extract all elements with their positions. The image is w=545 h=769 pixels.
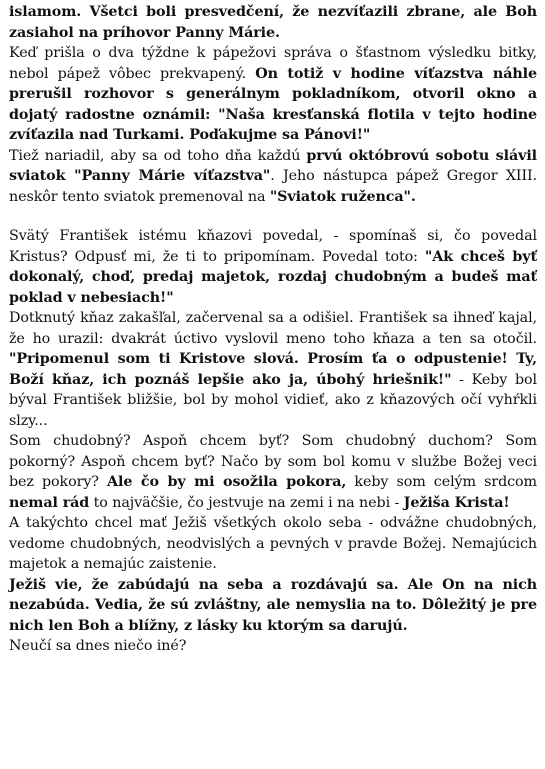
paragraph (9, 226, 537, 308)
paragraph (9, 575, 537, 637)
bold-text-segment: On totiž v hodine víťazstva náhle prerušil rozhovor s generálnym pokladníkom, otvoril okno a dojatý radostne oznámil: "Naša kresťanská flotila v tejto hodine zvíťazila nad Turkami. Poďakujme sa Pánovi!" (9, 65, 537, 143)
paragraph (9, 513, 537, 575)
bold-text-segment: nemal rád (9, 494, 90, 511)
text-segment: A takýchto chcel mať Ježiš všetkých okolo seba - odvážne chudobných, vedome chudobných, neodvislých a pevných v pravde Božej. Nemajúcich majetok a nemajúc zaistenie. (9, 515, 537, 572)
paragraph (9, 43, 537, 146)
text-segment: Keď prišla o dva týždne k pápežovi správa o šťastnom výsledku bitky, nebol pápež vôbec prekvapený. (9, 45, 537, 82)
text-segment: . Jeho nástupca pápež Gregor XIII. neskôr tento sviatok premenoval na (9, 168, 537, 205)
bold-text-segment: "Ak chceš byť dokonalý, choď, predaj majetok, rozdaj chudobným a budeš mať poklad v nebesiach!" (9, 248, 537, 306)
paragraph (9, 146, 537, 208)
text-segment: - Keby bol býval František bližšie, bol by mohol vidieť, ako z kňazových očí vyhŕkli slzy... (9, 371, 537, 429)
bold-text-segment: prvú októbrovú sobotu slávil sviatok "Panny Márie víťazstva" (9, 147, 537, 184)
paragraph-gap (9, 207, 537, 226)
bold-text-segment: "Sviatok ruženca". (269, 188, 416, 205)
paragraph (9, 431, 537, 513)
text-segment: to najväčšie, čo jestvuje na zemi i na nebi - (89, 494, 404, 511)
text-segment: Neučí sa dnes niečo iné? (9, 638, 187, 654)
text-segment: Svätý František istému kňazovi povedal, - spomínaš si, čo povedal Kristus? Odpusť mi, že ti to pripomínam. Povedal toto: (9, 228, 537, 265)
bold-text-segment: "Pripomenul som ti Kristove slová. Prosím ťa o odpustenie! Ty, Boží kňaz, ich poznáš lepšie ako ja, úbohý hriešnik!" (9, 351, 537, 388)
paragraph (9, 2, 537, 43)
text-segment: Som chudobný? Aspoň chcem byť? Som chudobný duchom? Som pokorný? Aspoň chcem byť? Načo by som bol komu v službe Božej veci bez pokory? (9, 433, 537, 490)
bold-text-segment: Ale čo by mi osožila pokora, (107, 474, 347, 490)
paragraph (9, 636, 537, 657)
bold-text-segment: Ježiš vie, že zabúdajú na seba a rozdávajú sa. Ale On na nich nezabúda. Vedia, že sú zvláštny, ale nemyslia na to. Dôležitý je pre nich len Boh a blížny, z lásky ku ktorým sa darujú. (9, 576, 537, 634)
text-segment: Dotknutý kňaz zakašľal, začervenal sa a odišiel. František sa ihneď kajal, že ho urazil: dvakrát úctivo vyslovil meno toho kňaza a ten sa otočil. (9, 310, 537, 347)
paragraph (9, 308, 537, 431)
bold-text-segment: islamom. Všetci boli presvedčení, že nezvíťazili zbrane, ale Boh zasiahol na príhovor Panny Márie. (9, 4, 537, 41)
text-segment: keby som celým srdcom (346, 474, 537, 490)
bold-text-segment: Ježiša Krista! (403, 494, 510, 511)
text-segment: Tiež nariadil, aby sa od toho dňa každú (9, 147, 307, 164)
